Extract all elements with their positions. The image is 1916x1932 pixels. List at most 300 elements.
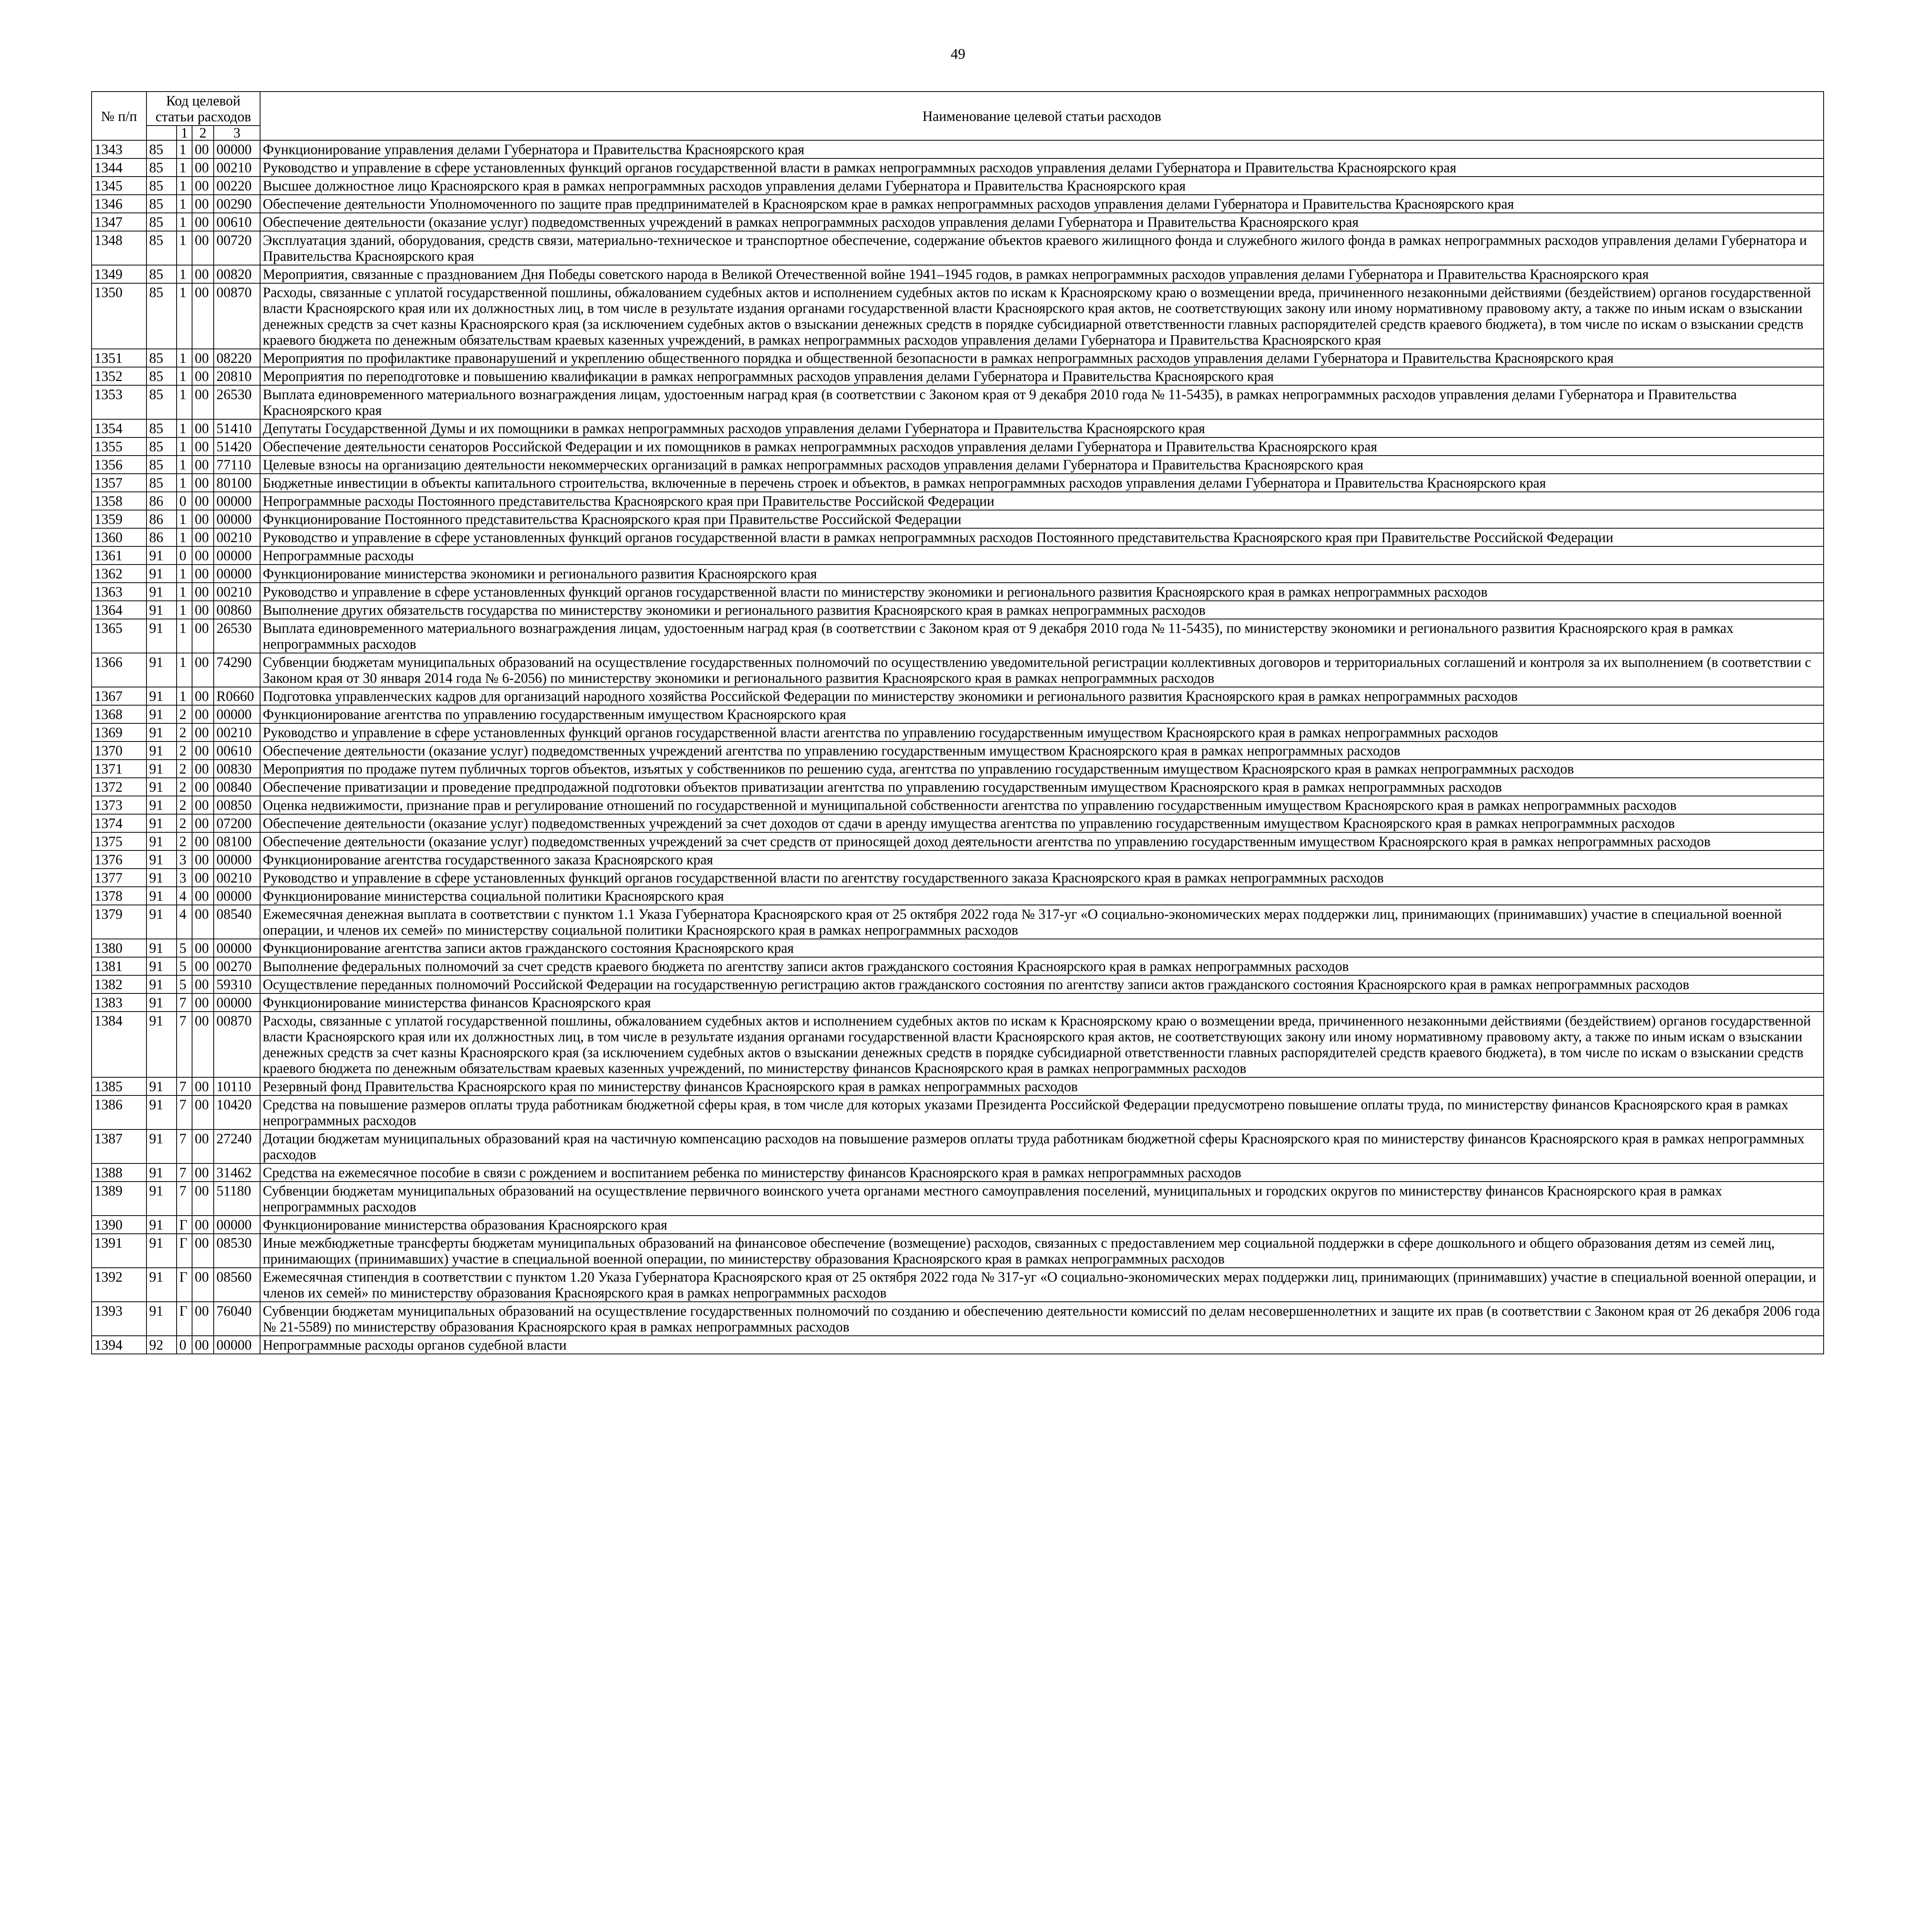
row-number: 1370 [92,742,146,760]
table-row [92,456,1824,474]
code-part-1: 85 [146,419,177,437]
table-row [92,437,1824,456]
expense-name: Субвенции бюджетам муниципальных образований на осуществление государственных полномочий по осуществлению уведомительной регистрации коллективных договоров и территориальных соглашений и контроля за их выполнением (в соответствии с Законом края от 30 января 2014 года № 6-2056) по министерству экономики и регионального развития Красноярского края в рамках непрограммных расходов [260,653,1824,687]
expense-name: Мероприятия по переподготовке и повышению квалификации в рамках непрограммных расходов управления делами Губернатора и Правительства Красноярского края [260,367,1824,385]
code-part-3: 00 [192,367,214,385]
table-row [92,1129,1824,1163]
row-number: 1384 [92,1012,146,1077]
code-part-1: 85 [146,231,177,265]
table-row [92,546,1824,565]
table-row [92,905,1824,939]
code-part-2: 5 [177,939,192,957]
table-row [92,213,1824,231]
row-number: 1354 [92,419,146,437]
row-number: 1365 [92,619,146,653]
code-part-3: 00 [192,957,214,975]
row-number: 1367 [92,687,146,705]
code-part-3: 00 [192,778,214,796]
page-number: 49 [951,46,965,62]
code-part-3: 00 [192,437,214,456]
code-part-2: 4 [177,905,192,939]
code-part-4: 00000 [214,993,260,1012]
table-row [92,385,1824,419]
expense-name: Функционирование агентства государственного заказа Красноярского края [260,850,1824,869]
code-part-1: 85 [146,265,177,283]
code-part-4: 00610 [214,742,260,760]
header-colnum-blank [146,126,177,140]
code-part-2: 1 [177,528,192,546]
expense-name: Высшее должностное лицо Красноярского края в рамках непрограммных расходов управления делами Губернатора и Правительства Красноярского края [260,177,1824,195]
expense-name: Обеспечение деятельности (оказание услуг) подведомственных учреждений агентства по управлению государственным имуществом Красноярского края в рамках непрограммных расходов [260,742,1824,760]
code-part-2: 7 [177,1012,192,1077]
header-code: Код целевой статьи расходов [146,92,260,126]
code-part-3: 00 [192,796,214,814]
row-number: 1374 [92,814,146,832]
expense-name: Бюджетные инвестиции в объекты капитального строительства, включенные в перечень строек и объектов, в рамках непрограммных расходов управления делами Губернатора и Правительства Красноярского края [260,474,1824,492]
table-row [92,510,1824,528]
row-number: 1382 [92,975,146,993]
code-part-2: 1 [177,283,192,349]
code-part-4: 08540 [214,905,260,939]
table-row [92,492,1824,510]
code-part-4: 00000 [214,565,260,583]
code-part-1: 91 [146,619,177,653]
code-part-1: 91 [146,796,177,814]
table-row [92,993,1824,1012]
code-part-3: 00 [192,993,214,1012]
code-part-1: 91 [146,814,177,832]
code-part-1: 91 [146,993,177,1012]
row-number: 1383 [92,993,146,1012]
code-part-4: 08100 [214,832,260,850]
code-part-3: 00 [192,1216,214,1234]
expense-name: Функционирование министерства финансов Красноярского края [260,993,1824,1012]
table-row [92,601,1824,619]
row-number: 1363 [92,583,146,601]
code-part-3: 00 [192,1182,214,1216]
code-part-3: 00 [192,140,214,158]
table-row [92,265,1824,283]
code-part-3: 00 [192,619,214,653]
expense-name: Непрограммные расходы органов судебной власти [260,1336,1824,1354]
table-row [92,850,1824,869]
row-number: 1390 [92,1216,146,1234]
code-part-3: 00 [192,1012,214,1077]
code-part-4: 51410 [214,419,260,437]
code-part-1: 91 [146,887,177,905]
code-part-1: 91 [146,723,177,742]
expense-name: Выплата единовременного материального вознаграждения лицам, удостоенным наград края (в соответствии с Законом края от 9 декабря 2010 года № 11-5435), по министерству экономики и регионального развития Красноярского края в рамках непрограммных расходов [260,619,1824,653]
code-part-2: Г [177,1234,192,1268]
code-part-1: 85 [146,213,177,231]
row-number: 1375 [92,832,146,850]
expense-name: Депутаты Государственной Думы и их помощники в рамках непрограммных расходов управления делами Губернатора и Правительства Красноярского края [260,419,1824,437]
code-part-4: 00270 [214,957,260,975]
row-number: 1372 [92,778,146,796]
code-part-3: 00 [192,939,214,957]
expense-name: Обеспечение приватизации и проведение предпродажной подготовки объектов приватизации агентства по управлению государственным имуществом Красноярского края в рамках непрограммных расходов [260,778,1824,796]
code-part-4: 00000 [214,140,260,158]
code-part-2: 1 [177,653,192,687]
code-part-3: 00 [192,760,214,778]
table-row [92,583,1824,601]
code-part-2: 0 [177,492,192,510]
code-part-2: 1 [177,565,192,583]
code-part-1: 86 [146,492,177,510]
code-part-2: 1 [177,265,192,283]
code-part-3: 00 [192,887,214,905]
code-part-3: 00 [192,705,214,723]
code-part-2: 2 [177,814,192,832]
code-part-3: 00 [192,456,214,474]
expense-name: Функционирование министерства социальной политики Красноярского края [260,887,1824,905]
code-part-2: 2 [177,705,192,723]
row-number: 1392 [92,1268,146,1302]
code-part-1: 91 [146,1216,177,1234]
code-part-2: 1 [177,456,192,474]
code-part-2: 1 [177,619,192,653]
row-number: 1360 [92,528,146,546]
code-part-1: 91 [146,760,177,778]
code-part-2: 7 [177,1182,192,1216]
code-part-4: 00870 [214,283,260,349]
code-part-4: 00840 [214,778,260,796]
code-part-3: 00 [192,1336,214,1354]
row-number: 1387 [92,1129,146,1163]
code-part-3: 00 [192,565,214,583]
code-part-4: 00000 [214,1216,260,1234]
expense-name: Обеспечение деятельности (оказание услуг) подведомственных учреждений в рамках непрограммных расходов управления делами Губернатора и Правительства Красноярского края [260,213,1824,231]
row-number: 1350 [92,283,146,349]
row-number: 1344 [92,158,146,177]
code-part-4: 00000 [214,705,260,723]
code-part-4: R0660 [214,687,260,705]
expense-name: Резервный фонд Правительства Красноярского края по министерству финансов Красноярского края в рамках непрограммных расходов [260,1077,1824,1095]
expense-name: Обеспечение деятельности (оказание услуг) подведомственных учреждений за счет средств от приносящей доход деятельности агентства по управлению государственным имуществом Красноярского края в рамках непрограммных расходов [260,832,1824,850]
code-part-4: 27240 [214,1129,260,1163]
code-part-4: 00850 [214,796,260,814]
code-part-4: 26530 [214,385,260,419]
code-part-4: 00000 [214,546,260,565]
code-part-3: 00 [192,723,214,742]
code-part-4: 74290 [214,653,260,687]
code-part-4: 00830 [214,760,260,778]
code-part-1: 91 [146,957,177,975]
row-number: 1348 [92,231,146,265]
code-part-1: 91 [146,687,177,705]
code-part-2: 2 [177,723,192,742]
header-colnum-1: 1 [177,126,192,140]
code-part-3: 00 [192,1302,214,1336]
code-part-2: 1 [177,510,192,528]
code-part-2: 4 [177,887,192,905]
expense-name: Руководство и управление в сфере установленных функций органов государственной власти агентства по управлению государственным имуществом Красноярского края в рамках непрограммных расходов [260,723,1824,742]
code-part-2: 7 [177,993,192,1012]
code-part-4: 00000 [214,510,260,528]
code-part-1: 91 [146,850,177,869]
expense-name: Дотации бюджетам муниципальных образований края на частичную компенсацию расходов на повышение размеров оплаты труда работникам бюджетной сферы Красноярского края по министерству финансов Красноярского края в рамках непрограммных расходов [260,1129,1824,1163]
expense-name: Иные межбюджетные трансферты бюджетам муниципальных образований на финансовое обеспечение (возмещение) расходов, связанных с предоставлением мер социальной поддержки в сфере дошкольного и общего образования детям из семей лиц, принимающих (принимавших) участие в специальной военной операции, по министерству образования Красноярского края в рамках непрограммных расходов [260,1234,1824,1268]
table-row [92,957,1824,975]
table-row [92,1182,1824,1216]
row-number: 1345 [92,177,146,195]
code-part-3: 00 [192,742,214,760]
row-number: 1394 [92,1336,146,1354]
code-part-3: 00 [192,177,214,195]
code-part-4: 26530 [214,619,260,653]
code-part-3: 00 [192,869,214,887]
code-part-2: 1 [177,474,192,492]
expense-name: Мероприятия по продаже путем публичных торгов объектов, изъятых у собственников по решению суда, агентства по управлению государственным имуществом Красноярского края в рамках непрограммных расходов [260,760,1824,778]
code-part-2: 1 [177,195,192,213]
row-number: 1373 [92,796,146,814]
code-part-1: 91 [146,1302,177,1336]
expense-name: Обеспечение деятельности (оказание услуг) подведомственных учреждений за счет доходов от сдачи в аренду имущества агентства по управлению государственным имуществом Красноярского края в рамках непрограммных расходов [260,814,1824,832]
table-row [92,283,1824,349]
table-row [92,419,1824,437]
table-row [92,1012,1824,1077]
row-number: 1351 [92,349,146,367]
expense-name: Выполнение федеральных полномочий за счет средств краевого бюджета по агентству записи актов гражданского состояния Красноярского края в рамках непрограммных расходов [260,957,1824,975]
code-part-3: 00 [192,1095,214,1129]
code-part-3: 00 [192,510,214,528]
table-body [92,140,1824,1354]
table-row [92,528,1824,546]
code-part-1: 85 [146,349,177,367]
expense-name: Ежемесячная денежная выплата в соответствии с пунктом 1.1 Указа Губернатора Красноярского края от 25 октября 2022 года № 317-уг «О социально-экономических мерах поддержки лиц, принимающих (принимавших) участие в специальной военной операции, и членов их семей» по министерству социальной политики Красноярского края в рамках непрограммных расходов [260,905,1824,939]
code-part-4: 00610 [214,213,260,231]
code-part-1: 85 [146,177,177,195]
table-row [92,939,1824,957]
code-part-2: 1 [177,367,192,385]
table-row [92,723,1824,742]
row-number: 1389 [92,1182,146,1216]
table-row [92,367,1824,385]
code-part-1: 85 [146,367,177,385]
code-part-1: 91 [146,832,177,850]
code-part-4: 00000 [214,939,260,957]
code-part-1: 91 [146,601,177,619]
row-number: 1352 [92,367,146,385]
code-part-2: 2 [177,832,192,850]
expense-name: Руководство и управление в сфере установленных функций органов государственной власти по министерству экономики и регионального развития Красноярского края в рамках непрограммных расходов [260,583,1824,601]
code-part-2: 7 [177,1129,192,1163]
code-part-2: 5 [177,957,192,975]
code-part-1: 91 [146,546,177,565]
code-part-3: 00 [192,385,214,419]
row-number: 1353 [92,385,146,419]
code-part-2: 1 [177,601,192,619]
code-part-4: 00210 [214,869,260,887]
code-part-1: 92 [146,1336,177,1354]
table-row [92,1077,1824,1095]
code-part-2: 0 [177,1336,192,1354]
code-part-1: 85 [146,437,177,456]
code-part-1: 91 [146,939,177,957]
code-part-4: 10420 [214,1095,260,1129]
code-part-2: 1 [177,213,192,231]
code-part-1: 91 [146,705,177,723]
expense-name: Осуществление переданных полномочий Российской Федерации на государственную регистрацию актов гражданского состояния по агентству записи актов гражданского состояния Красноярского края в рамках непрограммных расходов [260,975,1824,993]
code-part-2: 1 [177,140,192,158]
code-part-2: 5 [177,975,192,993]
code-part-2: 2 [177,742,192,760]
code-part-1: 85 [146,385,177,419]
code-part-4: 51180 [214,1182,260,1216]
table-row [92,177,1824,195]
row-number: 1349 [92,265,146,283]
expense-name: Руководство и управление в сфере установленных функций органов государственной власти по агентству государственного заказа Красноярского края в рамках непрограммных расходов [260,869,1824,887]
row-number: 1343 [92,140,146,158]
code-part-1: 91 [146,905,177,939]
code-part-4: 08220 [214,349,260,367]
row-number: 1361 [92,546,146,565]
code-part-4: 76040 [214,1302,260,1336]
table-row [92,158,1824,177]
expense-name: Выплата единовременного материального вознаграждения лицам, удостоенным наград края (в соответствии с Законом края от 9 декабря 2010 года № 11-5435), в рамках непрограммных расходов управления делами Губернатора и Правительства Красноярского края [260,385,1824,419]
code-part-4: 00210 [214,158,260,177]
code-part-1: 91 [146,1012,177,1077]
code-part-2: 1 [177,437,192,456]
row-number: 1385 [92,1077,146,1095]
table-row [92,760,1824,778]
table-row [92,887,1824,905]
code-part-1: 91 [146,869,177,887]
code-part-3: 00 [192,474,214,492]
row-number: 1376 [92,850,146,869]
table-row [92,975,1824,993]
row-number: 1347 [92,213,146,231]
table-row [92,565,1824,583]
row-number: 1377 [92,869,146,887]
row-number: 1388 [92,1163,146,1182]
code-part-1: 91 [146,1234,177,1268]
table-row [92,474,1824,492]
code-part-4: 00290 [214,195,260,213]
row-number: 1381 [92,957,146,975]
code-part-1: 86 [146,528,177,546]
code-part-4: 00210 [214,583,260,601]
code-part-1: 85 [146,158,177,177]
code-part-4: 00000 [214,492,260,510]
code-part-2: Г [177,1216,192,1234]
code-part-4: 00210 [214,723,260,742]
code-part-2: 0 [177,546,192,565]
code-part-4: 00210 [214,528,260,546]
code-part-3: 00 [192,546,214,565]
code-part-3: 00 [192,528,214,546]
row-number: 1364 [92,601,146,619]
code-part-2: Г [177,1302,192,1336]
code-part-4: 80100 [214,474,260,492]
code-part-3: 00 [192,213,214,231]
code-part-4: 31462 [214,1163,260,1182]
table-row [92,832,1824,850]
table-row [92,1216,1824,1234]
expense-name: Функционирование агентства записи актов гражданского состояния Красноярского края [260,939,1824,957]
code-part-4: 00220 [214,177,260,195]
table-row [92,653,1824,687]
expense-name: Функционирование агентства по управлению государственным имуществом Красноярского края [260,705,1824,723]
table-row [92,796,1824,814]
code-part-2: 7 [177,1163,192,1182]
code-part-4: 00000 [214,850,260,869]
code-part-1: 85 [146,195,177,213]
code-part-4: 00000 [214,887,260,905]
table-row [92,349,1824,367]
code-part-1: 85 [146,474,177,492]
header-colnum-3: 3 [214,126,260,140]
expense-name: Функционирование министерства экономики и регионального развития Красноярского края [260,565,1824,583]
code-part-1: 91 [146,1182,177,1216]
code-part-1: 85 [146,283,177,349]
code-part-3: 00 [192,850,214,869]
table-row [92,869,1824,887]
row-number: 1369 [92,723,146,742]
code-part-1: 91 [146,653,177,687]
row-number: 1379 [92,905,146,939]
code-part-3: 00 [192,583,214,601]
code-part-3: 00 [192,195,214,213]
header-number: № п/п [92,92,146,140]
row-number: 1346 [92,195,146,213]
table-row [92,195,1824,213]
expense-name: Непрограммные расходы Постоянного представительства Красноярского края при Правительстве Российской Федерации [260,492,1824,510]
code-part-1: 91 [146,1077,177,1095]
code-part-1: 91 [146,583,177,601]
table-row [92,687,1824,705]
code-part-3: 00 [192,283,214,349]
code-part-3: 00 [192,975,214,993]
expense-name: Целевые взносы на организацию деятельности некоммерческих организаций в рамках непрограммных расходов управления делами Губернатора и Правительства Красноярского края [260,456,1824,474]
code-part-1: 91 [146,1129,177,1163]
row-number: 1371 [92,760,146,778]
expense-name: Функционирование управления делами Губернатора и Правительства Красноярского края [260,140,1824,158]
row-number: 1366 [92,653,146,687]
code-part-4: 77110 [214,456,260,474]
code-part-4: 08560 [214,1268,260,1302]
code-part-2: 2 [177,796,192,814]
code-part-2: 3 [177,869,192,887]
expense-name: Подготовка управленческих кадров для организаций народного хозяйства Российской Федерации по министерству экономики и регионального развития Красноярского края в рамках непрограммных расходов [260,687,1824,705]
code-part-4: 59310 [214,975,260,993]
code-part-3: 00 [192,814,214,832]
code-part-3: 00 [192,1234,214,1268]
code-part-3: 00 [192,905,214,939]
expense-name: Руководство и управление в сфере установленных функций органов государственной власти в рамках непрограммных расходов управления делами Губернатора и Правительства Красноярского края [260,158,1824,177]
table-row [92,231,1824,265]
table-row [92,140,1824,158]
code-part-2: 1 [177,349,192,367]
expense-name: Расходы, связанные с уплатой государственной пошлины, обжалованием судебных актов и исполнением судебных актов по искам к Красноярскому краю о возмещении вреда, причиненного незаконными действиями (бездействием) органов государственной власти Красноярского края или их должностных лиц, в том числе в результате издания органами государственной власти Красноярского края актов, не соответствующих закону или иному нормативному правовому акту, а также по иным искам о взыскании денежных средств за счет казны Красноярского края (за исключением судебных актов о взыскании денежных средств в порядке субсидиарной ответственности главных распорядителей средств краевого бюджета), в том числе по искам о взыскании средств краевого бюджета по денежным обязательствам краевых казенных учреждений, по министерству финансов Красноярского края в рамках непрограммных расходов [260,1012,1824,1077]
code-part-4: 20810 [214,367,260,385]
table-row [92,1336,1824,1354]
expense-name: Расходы, связанные с уплатой государственной пошлины, обжалованием судебных актов и исполнением судебных актов по искам к Красноярскому краю о возмещении вреда, причиненного незаконными действиями (бездействием) органов государственной власти Красноярского края или их должностных лиц, в том числе в результате издания органами государственной власти Красноярского края актов, не соответствующих закону или иному нормативному правовому акту, а также по иным искам о взыскании денежных средств за счет казны Красноярского края (за исключением судебных актов о взыскании денежных средств в порядке субсидиарной ответственности главных распорядителей средств краевого бюджета), в том числе по искам о взыскании средств краевого бюджета по денежным обязательствам краевых казенных учреждений, в рамках непрограммных расходов управления делами Губернатора и Правительства Красноярского края [260,283,1824,349]
code-part-4: 07200 [214,814,260,832]
row-number: 1362 [92,565,146,583]
code-part-3: 00 [192,419,214,437]
expense-name: Функционирование министерства образования Красноярского края [260,1216,1824,1234]
code-part-4: 51420 [214,437,260,456]
code-part-3: 00 [192,1163,214,1182]
code-part-3: 00 [192,1129,214,1163]
expense-name: Мероприятия по профилактике правонарушений и укреплению общественного порядка и общественной безопасности в рамках непрограммных расходов управления делами Губернатора и Правительства Красноярского края [260,349,1824,367]
code-part-4: 00860 [214,601,260,619]
budget-table [91,91,1824,1354]
expense-name: Функционирование Постоянного представительства Красноярского края при Правительстве Российской Федерации [260,510,1824,528]
code-part-4: 08530 [214,1234,260,1268]
table-row [92,1095,1824,1129]
